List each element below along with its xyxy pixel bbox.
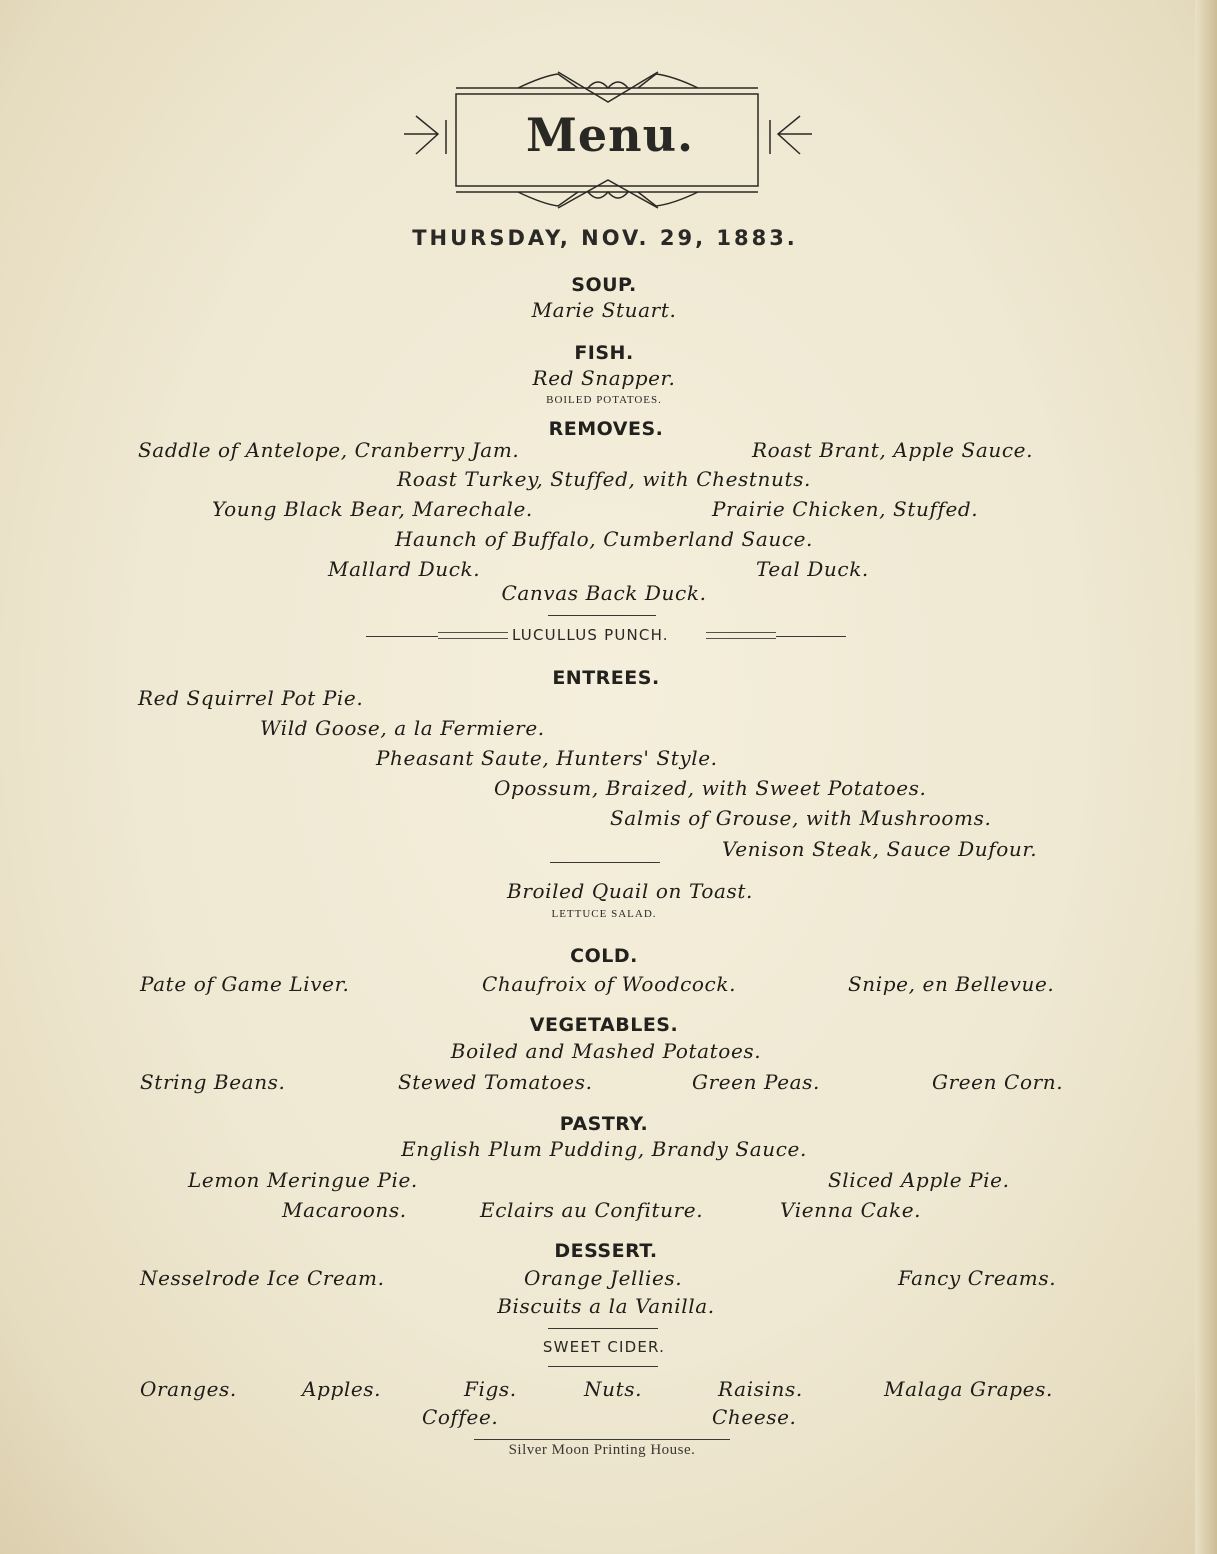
menu-item: Saddle of Antelope, Cranberry Jam. — [138, 438, 520, 462]
menu-item: Macaroons. — [282, 1198, 407, 1222]
menu-title: Menu. — [525, 108, 695, 162]
menu-item: Nesselrode Ice Cream. — [140, 1266, 385, 1290]
section-heading-soup: SOUP. — [571, 274, 637, 296]
punch-item: LUCULLUS PUNCH. — [512, 626, 669, 644]
menu-item: Malaga Grapes. — [884, 1377, 1053, 1401]
menu-item: Pate of Game Liver. — [140, 972, 350, 996]
menu-date: THURSDAY, NOV. 29, 1883. — [412, 226, 798, 250]
menu-item: Venison Steak, Sauce Dufour. — [722, 837, 1038, 861]
divider-rule — [548, 1366, 658, 1367]
menu-item: Green Peas. — [692, 1070, 820, 1094]
section-heading-entrees: ENTREES. — [552, 667, 660, 689]
divider-rule — [548, 1328, 658, 1329]
section-heading-removes: REMOVES. — [548, 418, 664, 440]
menu-item: Raisins. — [718, 1377, 803, 1401]
side-dish: BOILED POTATOES. — [546, 394, 662, 406]
section-heading-cold: COLD. — [570, 945, 638, 967]
menu-item: Green Corn. — [932, 1070, 1064, 1094]
menu-item: Canvas Back Duck. — [501, 581, 707, 605]
menu-item: Stewed Tomatoes. — [398, 1070, 593, 1094]
menu-item: Fancy Creams. — [898, 1266, 1057, 1290]
menu-item: English Plum Pudding, Brandy Sauce. — [401, 1137, 807, 1161]
menu-item: Roast Brant, Apple Sauce. — [752, 438, 1034, 462]
menu-item: Young Black Bear, Marechale. — [212, 497, 533, 521]
divider-rule — [438, 632, 508, 639]
printer-credit: Silver Moon Printing House. — [508, 1442, 696, 1458]
menu-item: Biscuits a la Vanilla. — [497, 1294, 715, 1318]
side-dish: LETTUCE SALAD. — [551, 908, 657, 920]
divider-rule — [776, 636, 846, 637]
menu-item: Chaufroix of Woodcock. — [482, 972, 737, 996]
divider-rule — [366, 636, 438, 637]
paper-edge — [1195, 0, 1217, 1554]
menu-item: Prairie Chicken, Stuffed. — [712, 497, 979, 521]
menu-item: Nuts. — [584, 1377, 643, 1401]
menu-item: Mallard Duck. — [328, 557, 481, 581]
section-heading-pastry: PASTRY. — [559, 1113, 649, 1135]
menu-item: Cheese. — [712, 1405, 797, 1429]
menu-item: Marie Stuart. — [531, 298, 677, 322]
divider-rule — [706, 632, 776, 639]
menu-item: Eclairs au Confiture. — [480, 1198, 704, 1222]
menu-item: Vienna Cake. — [780, 1198, 922, 1222]
menu-item: Teal Duck. — [756, 557, 869, 581]
menu-item: Coffee. — [422, 1405, 499, 1429]
menu-item: Boiled and Mashed Potatoes. — [450, 1039, 762, 1063]
menu-item: Figs. — [464, 1377, 517, 1401]
menu-item: Opossum, Braized, with Sweet Potatoes. — [494, 776, 927, 800]
menu-item: Lemon Meringue Pie. — [188, 1168, 418, 1192]
menu-item: Roast Turkey, Stuffed, with Chestnuts. — [397, 467, 811, 491]
divider-rule — [474, 1439, 730, 1440]
menu-item: Apples. — [302, 1377, 382, 1401]
menu-item: Red Squirrel Pot Pie. — [138, 686, 364, 710]
menu-item: Pheasant Saute, Hunters' Style. — [376, 746, 718, 770]
menu-item: Salmis of Grouse, with Mushrooms. — [610, 806, 992, 830]
menu-item: Haunch of Buffalo, Cumberland Sauce. — [394, 527, 814, 551]
menu-item: Sliced Apple Pie. — [828, 1168, 1010, 1192]
menu-item: Oranges. — [140, 1377, 237, 1401]
menu-item: String Beans. — [140, 1070, 286, 1094]
menu-item: Broiled Quail on Toast. — [507, 879, 753, 903]
section-heading-dessert: DESSERT. — [554, 1240, 658, 1262]
divider-rule — [548, 615, 656, 616]
section-heading-vegetables: VEGETABLES. — [529, 1014, 679, 1036]
menu-item: Snipe, en Bellevue. — [848, 972, 1055, 996]
menu-item: Orange Jellies. — [524, 1266, 683, 1290]
cider-item: SWEET CIDER. — [542, 1338, 666, 1356]
menu-item: Wild Goose, a la Fermiere. — [260, 716, 545, 740]
section-heading-fish: FISH. — [574, 342, 634, 364]
divider-rule — [550, 862, 660, 863]
menu-item: Red Snapper. — [532, 366, 676, 390]
